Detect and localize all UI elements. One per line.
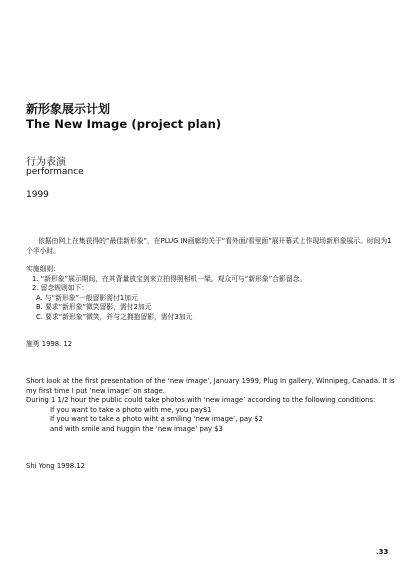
subtitle-chinese: 行为表演	[26, 157, 66, 168]
signature-english: Shi Yong 1998.12	[26, 462, 85, 470]
rule-sub-item: A. 与“新形象”一般留影需付1加元	[36, 293, 138, 302]
english-description	[26, 377, 402, 435]
rule-sub-item: C. 要求“新形象”微笑，并与之拥抱留影，需付3加元	[36, 312, 193, 321]
intro-paragraph-chinese: 依据由网上在集获得的“最佳新形象”，在PLUG IN画廊的关于“看外面/看里面”展开幕式上作现场新形象展示。时间为1个半小时。	[26, 237, 392, 255]
title-english: The New Image (project plan)	[26, 117, 222, 131]
english-option: and with smile and huggin the ‘new image’ pay $3	[50, 424, 223, 433]
rule-item: 1. “新形象”展示期间，在其背量放宝剑来立拍得照相机一架。观众可与“新形象”合影留念。	[32, 274, 307, 283]
rules-section-chinese	[26, 265, 398, 323]
subtitle-english: performance	[26, 167, 84, 177]
signature-chinese: 施勇 1998. 12	[26, 340, 73, 348]
english-option: If you want to take a photo wiht a smiling ‘new image’, pay $2	[50, 415, 263, 424]
rule-sub-item: B. 要求“新形象”微笑留影，需付2加元	[36, 303, 152, 312]
title-chinese: 新形象展示计划	[26, 102, 111, 116]
year: 1999	[26, 190, 49, 200]
rule-item: 2. 留念规则如下：	[32, 284, 89, 293]
english-paragraph: Short look at the first presentation of the ‘new image’, January 1999, Plug In gallery, Winnipeg, Canada. It is my first time I put ‘new image’ on stage.	[26, 377, 395, 395]
english-option: If you want to take a photo with me, you pay$1	[50, 405, 212, 414]
rules-heading: 实施细则：	[26, 265, 60, 273]
page-number: .33	[376, 548, 389, 556]
english-paragraph: During 1 1/2 hour the public could take photos with ‘new image’ according to the following conditions:	[26, 396, 376, 405]
